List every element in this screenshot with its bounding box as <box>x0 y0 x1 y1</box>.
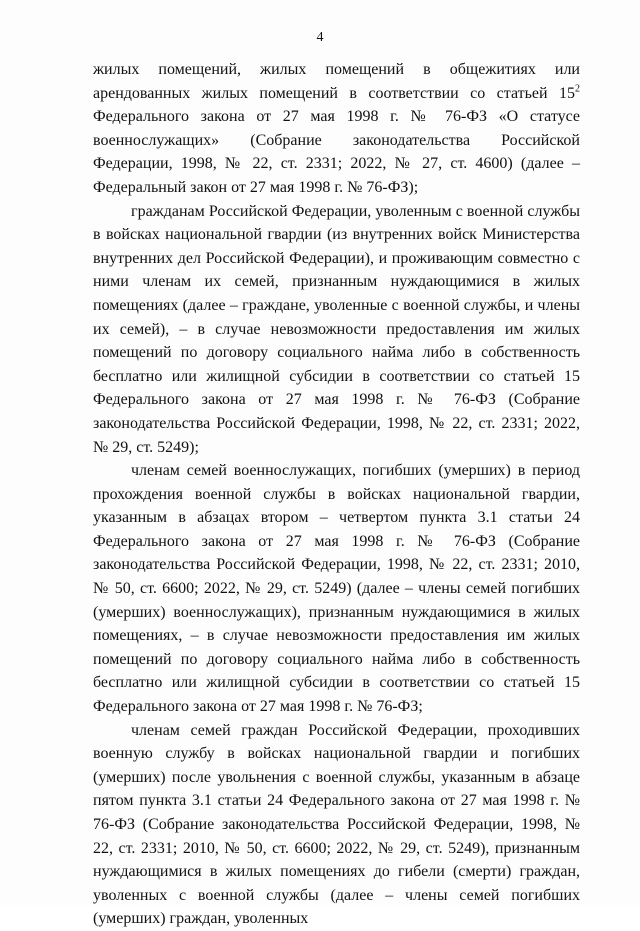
page-number: 4 <box>316 30 324 45</box>
paragraph-2: гражданам Российской Федерации, уволенным с военной службы в войсках национальной гвардии (из внутренних войск Министерства внутренних дел Российской Федерации), и проживающим совместно с ними членам их семей, признанным нуждающимися в жилых помещениях (далее – граждане, уволенные с военной службы, и члены их семей), – в случае невозможности предоставления им жилых помещений по договору социального найма либо в собственность бесплатно или жилищной субсидии в соответствии со статьей 15 Федерального закона от 27 мая 1998 г. № 76-ФЗ (Собрание законодательства Российской Федерации, 1998, № 22, ст. 2331; 2022, № 29, ст. 5249); <box>93 202 580 456</box>
paragraph-4: членам семей граждан Российской Федерации, проходивших военную службу в войсках национальной гвардии и погибших (умерших) после увольнения с военной службы, указанным в абзаце пятом пункта 3.1 статьи 24 Федерального закона от 27 мая 1998 г. № 76-ФЗ (Собрание законодательства Российской Федерации, 1998, № 22, ст. 2331; 2010, № 50, ст. 6600; 2022, № 29, ст. 5249), признанным нуждающимися в жилых помещениях до гибели (смерти) граждан, уволенных с военной службы (далее – члены семей погибших (умерших) граждан, уволенных <box>93 721 580 928</box>
paragraph-1-text: жилых помещений, жилых помещений в общежитиях или арендованных жилых помещений в соответствии со статьей 15 <box>93 61 580 102</box>
paragraph-3: членам семей военнослужащих, погибших (умерших) в период прохождения военной службы в войсках национальной гвардии, указанным в абзацах втором – четвертом пункта 3.1 статьи 24 Федерального закона от 27 мая 1998 г. № 76-ФЗ (Собрание законодательства Российской Федерации, 1998, № 22, ст. 2331; 2010, № 50, ст. 6600; 2022, № 29, ст. 5249) (далее – члены семей погибших (умерших) военнослужащих), признанным нуждающимися в жилых помещениях, – в случае невозможности предоставления им жилых помещений по договору социального найма либо в собственность бесплатно или жилищной субсидии в соответствии со статьей 15 Федерального закона от 27 мая 1998 г. № 76-ФЗ; <box>93 462 580 716</box>
superscript-article-number: 2 <box>575 83 580 95</box>
paragraph-1 <box>93 58 580 200</box>
document-body <box>93 58 580 931</box>
paragraph-1-text-cont: Федерального закона от 27 мая 1998 г. № 76-ФЗ «О статусе военнослужащих» (Собрание законодательства Российской Федерации, 1998, № 22, ст. 2331; 2022, № 27, ст. 4600) (далее – Федеральный закон от 27 мая 1998 г. № 76-ФЗ); <box>93 108 580 196</box>
